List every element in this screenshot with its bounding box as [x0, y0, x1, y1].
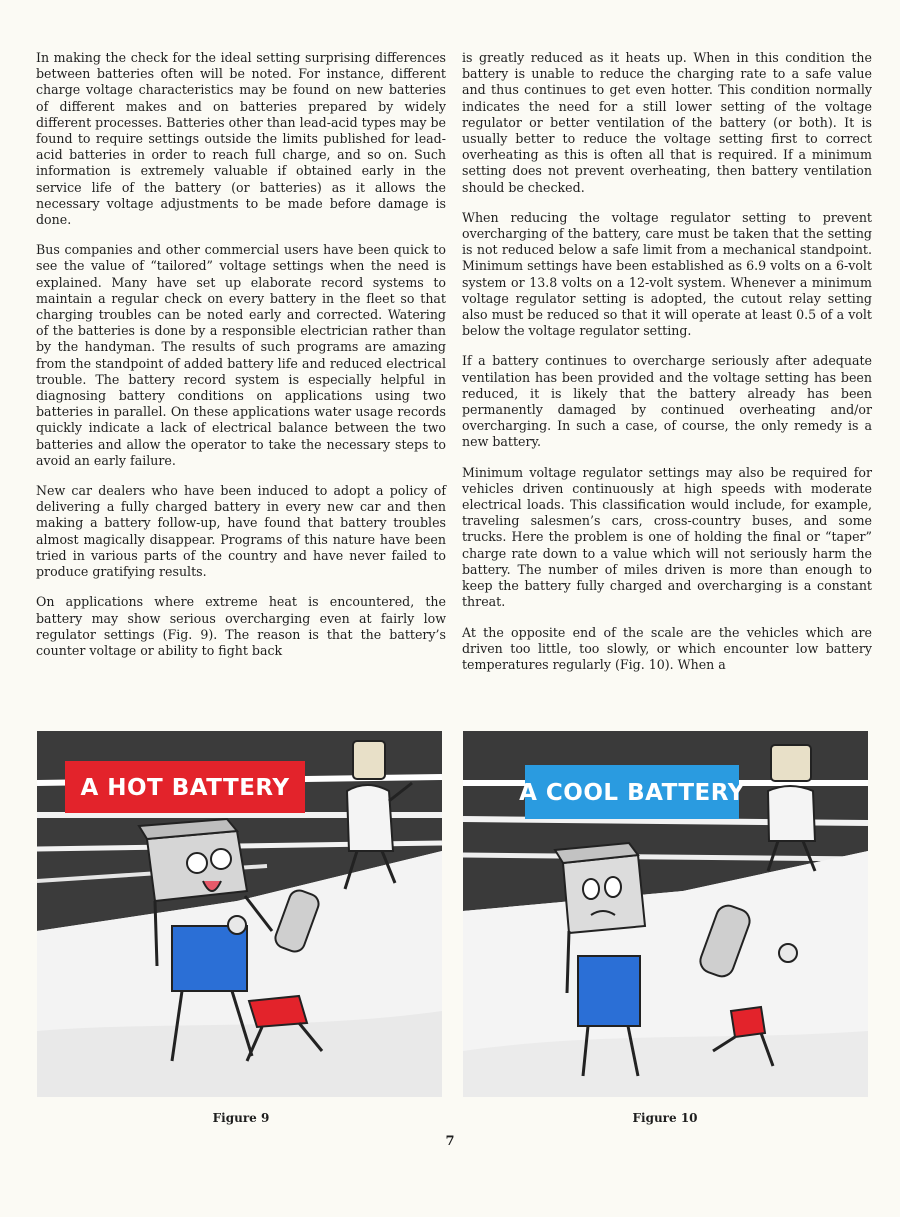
- paragraph: At the opposite end of the scale are the vehicles which are driven too little, too slowly, or which encounter low battery temperatures regularly (Fig. 10). When a: [462, 624, 872, 672]
- page-number: 7: [445, 1134, 455, 1149]
- paragraph: On applications where extreme heat is encountered, the battery may show serious overcharging even at fairly low regulator settings (Fig. 9). The reason is that the battery’s counter voltage or ability to fight back: [36, 594, 446, 658]
- left-text-column: [36, 50, 446, 673]
- banner: [65, 761, 305, 813]
- figure-9-illustration: [37, 731, 442, 1097]
- figure-10-caption: Figure 10: [632, 1111, 698, 1125]
- right-text-column: [462, 50, 872, 687]
- banner: [519, 765, 745, 819]
- banner-text: A HOT BATTERY: [80, 775, 290, 801]
- paragraph: In making the check for the ideal setting surprising differences between batteries often will be noted. For instance, different charge voltage characteristics may be found on new batteries of different makes and on batteries prepared by widely different processes. Batteries other than lead-acid types may be found to require settings outside the limits published for lead-acid batteries in order to reach full charge, and so on. Such information is extremely valuable if obtained early in the service life of the battery (or batteries) as it allows the necessary voltage adjustments to be made before damage is done.: [36, 50, 446, 228]
- paragraph: is greatly reduced as it heats up. When in this condition the battery is unable to reduce the charging rate to a safe value and thus continues to get even hotter. This condition normally indicates the need for a still lower setting of the voltage regulator or better ventilation of the battery (or both). It is usually better to reduce the voltage setting first to correct overheating as this is often all that is required. If a minimum setting does not prevent overheating, then battery ventilation should be checked.: [462, 50, 872, 195]
- paragraph: When reducing the voltage regulator setting to prevent overcharging of the battery, care must be taken that the setting is not reduced below a safe limit from a mechanical standpoint. Minimum settings have been established as 6.9 volts on a 6-volt system or 13.8 volts on a 12-volt system. Whenever a minimum voltage regulator setting is adopted, the cutout relay setting also must be reduced so that it will operate at least 0.5 of a volt below the voltage regulator setting.: [462, 209, 872, 339]
- figure-9-caption: Figure 9: [212, 1111, 270, 1125]
- paragraph: Minimum voltage regulator settings may also be required for vehicles driven continuously at high speeds with moderate electrical loads. This classification would include, for example, traveling salesmen’s cars, cross-country buses, and some trucks. Here the problem is one of holding the final or “taper” charge rate down to a value which will not seriously harm the battery. The number of miles driven is more than enough to keep the battery fully charged and overcharging is a constant threat.: [462, 464, 872, 610]
- paragraph: Bus companies and other commercial users have been quick to see the value of “tailored” voltage settings when the need is explained. Many have set up elaborate record systems to maintain a regular check on every battery in the fleet so that charging troubles can be noted early and corrected. Watering of the batteries is done by a responsible electrician rather than by the handyman. The results of such programs are amazing from the standpoint of added battery life and reduced electrical trouble. The battery record system is especially helpful in diagnosing battery conditions on applications using two batteries in parallel. On these applications water usage records quickly indicate a lack of electrical balance between the two batteries and allow the operator to take the necessary steps to avoid an early failure.: [36, 242, 446, 468]
- banner-text: A COOL BATTERY: [519, 780, 745, 806]
- paragraph: If a battery continues to overcharge seriously after adequate ventilation has been provided and the voltage setting has been reduced, it is likely that the battery already has been permanently damaged by continued overheating and/or overcharging. In such a case, of course, the only remedy is a new battery.: [462, 353, 872, 450]
- paragraph: New car dealers who have been induced to adopt a policy of delivering a fully charged battery in every new car and then making a battery follow-up, have found that battery troubles almost magically disappear. Programs of this nature have been tried in various parts of the country and have never failed to produce gratifying results.: [36, 483, 446, 580]
- figure-10-illustration: [463, 731, 868, 1097]
